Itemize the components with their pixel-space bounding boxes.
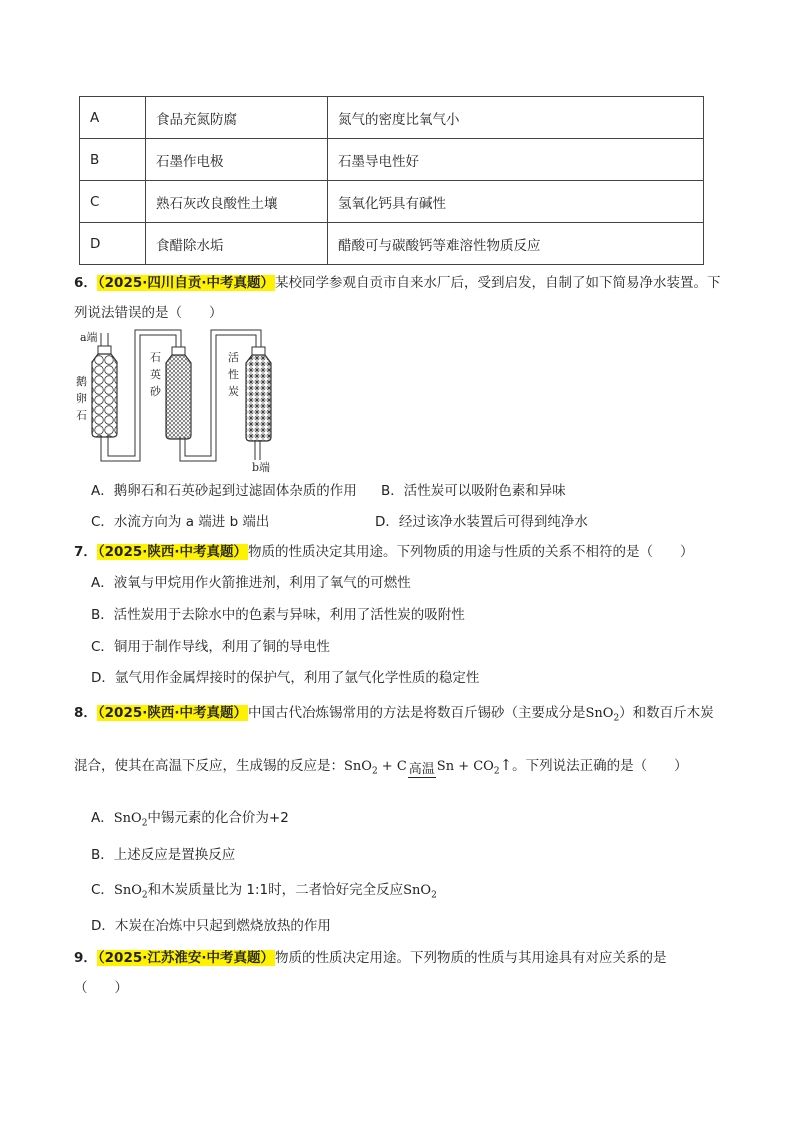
bottle-cap <box>98 346 111 354</box>
table-cell: 氮气的密度比氧气小 <box>328 97 704 139</box>
table-cell: 食醋除水垢 <box>146 223 328 265</box>
bottle-cap <box>172 347 185 355</box>
water-purifier-figure <box>74 325 294 473</box>
table-cell: A <box>80 97 146 139</box>
options-table <box>79 96 704 265</box>
question-number: 7． <box>74 544 97 560</box>
label-carbon-char: 性 <box>228 368 239 381</box>
table-row <box>80 139 704 181</box>
q8-text: 混合，使其在高温下反应，生成锡的反应是： <box>74 758 344 774</box>
bottle-cap <box>252 347 265 355</box>
formula-sno2: SnO$_2$ <box>585 706 620 724</box>
label-sand-char: 石 <box>150 351 161 364</box>
q8-stem-line1 <box>74 703 714 729</box>
q7-option-a: A．液氧与甲烷用作火箭推进剂，利用了氧气的可燃性 <box>91 575 411 591</box>
source-tag: （2025·陕西·中考真题） <box>97 705 247 721</box>
label-b-end: b端 <box>252 461 271 473</box>
table-cell: 石墨导电性好 <box>328 139 704 181</box>
label-carbon <box>228 351 239 398</box>
formula-sno2: SnO$_2$ <box>403 883 437 901</box>
q8-option-c: C．SnO$_2$和木炭质量比为 1:1时，二者恰好完全反应SnO$_2$ <box>91 882 437 901</box>
source-tag: （2025·四川自贡·中考真题） <box>97 275 274 291</box>
q7-option-d: D．氩气用作金属焊接时的保护气，利用了氩气化学性质的稳定性 <box>91 670 480 686</box>
formula-sno2: SnO$_2$ <box>113 811 148 829</box>
q6-option-d: D．经过该净水装置后可得到纯净水 <box>375 514 588 530</box>
q6-option-c: C．水流方向为 a 端进 b 端出 <box>91 514 270 530</box>
label-sand <box>150 351 162 398</box>
table-cell: 石墨作电极 <box>146 139 328 181</box>
reaction-equation: SnO$_2$ + C 高温 $Sn + CO_2↑$ <box>344 759 512 774</box>
question-number: 6． <box>74 275 97 291</box>
table-row <box>80 223 704 265</box>
label-a-end: a端 <box>80 331 98 344</box>
q6-text: 某校同学参观自贡市自来水厂后，受到启发，自制了如下简易净水装置。下 <box>275 275 721 291</box>
q9-text: 物质的性质决定用途。下列物质的性质与其用途具有对应关系的是 <box>275 950 667 966</box>
table-cell: D <box>80 223 146 265</box>
label-carbon-char: 炭 <box>228 385 239 398</box>
q8-option-a: A．SnO$_2$中锡元素的化合价为+2 <box>91 810 289 829</box>
label-pebbles-char: 石 <box>76 409 87 422</box>
formula-sno2: SnO$_2$ <box>113 883 148 901</box>
table-cell: C <box>80 181 146 223</box>
table-cell: B <box>80 139 146 181</box>
table-cell: 熟石灰改良酸性土壤 <box>146 181 328 223</box>
table-cell: 醋酸可与碳酸钙等难溶性物质反应 <box>328 223 704 265</box>
question-number: 8． <box>74 705 97 721</box>
q6-stem-line1 <box>74 273 721 293</box>
label-pebbles-char: 卵 <box>76 392 87 405</box>
table-row <box>80 97 704 139</box>
label-sand-char: 砂 <box>150 385 161 398</box>
q8-option-d: D．木炭在冶炼中只起到燃烧放热的作用 <box>91 918 331 934</box>
q8-stem-line2 <box>74 755 688 782</box>
q7-option-c: C．铜用于制作导线，利用了铜的导电性 <box>91 639 330 655</box>
q8-text: ）和数百斤木炭 <box>619 705 714 721</box>
bottle-carbon <box>246 355 271 441</box>
reaction-condition: 高温 <box>408 761 435 777</box>
bottle-pebbles <box>92 354 117 437</box>
question-number: 9． <box>74 950 97 966</box>
label-pebbles <box>76 375 87 422</box>
q8-text: 。下列说法正确的是（ ） <box>512 758 688 774</box>
label-sand-char: 英 <box>150 368 161 381</box>
q8-option-b: B．上述反应是置换反应 <box>91 847 236 863</box>
q8-text: 中国古代冶炼锡常用的方法是将数百斤锡砂（主要成分是 <box>248 705 586 721</box>
q6-option-b: B．活性炭可以吸附色素和异味 <box>381 483 566 499</box>
label-pebbles-char: 鹅 <box>76 375 87 388</box>
q6-stem-line2: 列说法错误的是（ ） <box>74 305 223 321</box>
q7-stem <box>74 542 694 562</box>
q6-option-a: A．鹅卵石和石英砂起到过滤固体杂质的作用 <box>91 483 357 499</box>
q9-stem-line1 <box>74 948 667 968</box>
table-row <box>80 181 704 223</box>
bottle-sand <box>166 355 191 439</box>
q7-text: 物质的性质决定其用途。下列物质的用途与性质的关系不相符的是（ ） <box>248 544 694 560</box>
q7-option-b: B．活性炭用于去除水中的色素与异味，利用了活性炭的吸附性 <box>91 607 465 623</box>
table-cell: 氢氧化钙具有碱性 <box>328 181 704 223</box>
source-tag: （2025·陕西·中考真题） <box>97 544 247 560</box>
q9-stem-line2: （ ） <box>74 980 128 996</box>
label-carbon-char: 活 <box>228 351 239 364</box>
table-cell: 食品充氮防腐 <box>146 97 328 139</box>
source-tag: （2025·江苏淮安·中考真题） <box>97 950 274 966</box>
